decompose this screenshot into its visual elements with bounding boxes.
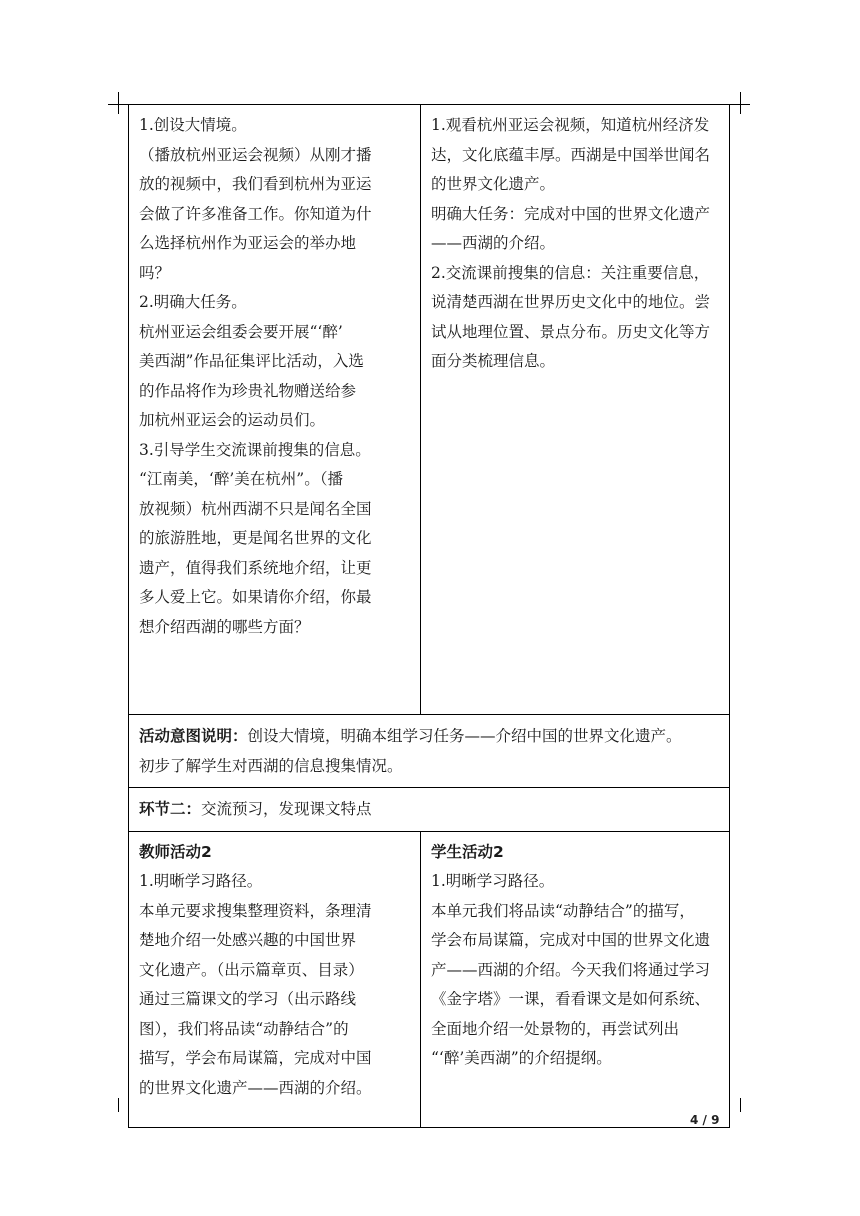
crop-mark-top-left-v [118,92,119,114]
text-line: 放的视频中，我们看到杭州为亚运 [139,175,372,193]
text-line: 描写，学会布局谋篇，完成对中国 [139,1049,372,1067]
text-line: 楚地介绍一处感兴趣的中国世界 [139,931,357,949]
text-line: 加杭州亚运会的运动员们。 [139,411,326,429]
activity-row-2 [129,831,730,1127]
text-line: 图），我们将品读“动静结合”的 [139,1019,349,1038]
text-line: 放视频）杭州西湖不只是闻名全国 [139,499,372,518]
teacher-activity-text [139,111,412,642]
crop-mark-top-left-h [108,104,128,105]
text-line: 全面地介绍一处景物的，再尝试列出 [431,1019,680,1038]
text-line: 的世界文化遗产——西湖的介绍。 [139,1078,372,1097]
text-line: 的旅游胜地，更是闻名世界的文化 [139,529,372,547]
teacher-activity-2-header: 教师活动2 [139,842,212,861]
student-activity-text [431,111,721,377]
text-line: 文化遗产。（出示篇章页、目录） [139,960,364,979]
intent-label: 活动意图说明： [139,726,248,745]
intent-text-line2: 初步了解学生对西湖的信息搜集情况。 [139,756,403,775]
text-line: 吗？ [139,263,171,282]
text-line: 杭州亚运会组委会要开展“‘醉’ [139,322,343,341]
text-line: 2.明确大任务。 [139,293,247,311]
text-line: 1.明晰学习路径。 [431,872,555,890]
text-line: 本单元我们将品读“动静结合”的描写， [431,901,695,920]
text-line: 本单元要求搜集整理资料，条理清 [139,901,372,920]
section-label: 环节二： [139,799,202,818]
text-line: 产——西湖的介绍。今天我们将通过学习 [431,960,711,979]
text-line: （播放杭州亚运会视频）从刚才播 [139,145,372,164]
teacher-activity-2-cell [129,831,421,1127]
teacher-activity-2-text [139,867,412,1103]
text-line: 么选择杭州作为亚运会的举办地 [139,234,357,252]
text-line: 达，文化底蕴丰厚。西湖是中国举世闻名 [431,145,711,164]
text-line: 明确大任务：完成对中国的世界文化遗产 [431,204,711,223]
text-line: 1.创设大情境。 [139,116,247,134]
crop-mark-bottom-right-v [740,1098,741,1112]
section-cell [129,788,730,832]
text-line: 2.交流课前搜集的信息：关注重要信息， [431,263,710,282]
intent-cell [129,715,730,788]
text-line: 《金字塔》一课，看看课文是如何系统、 [431,990,711,1008]
text-line: 3.引导学生交流课前搜集的信息。 [139,440,371,459]
lesson-plan-table [128,104,730,1128]
activity-row-1 [129,105,730,715]
text-line: 试从地理位置、景点分布。历史文化等方 [431,322,711,341]
crop-mark-top-right-v [740,92,741,114]
intent-text-line1: 创设大情境，明确本组学习任务——介绍中国的世界文化遗产。 [247,727,682,745]
text-line: 的作品将作为珍贵礼物赠送给参 [139,381,357,400]
text-line: 遗产，值得我们系统地介绍，让更 [139,558,372,577]
section-title: 交流预习，发现课文特点 [201,800,372,818]
text-line: “‘醉’美西湖”的介绍提纲。 [431,1049,612,1067]
text-line: “江南美，‘醉’美在杭州”。（播 [139,470,343,488]
text-line: ——西湖的介绍。 [431,234,556,252]
crop-mark-top-right-h [730,104,750,105]
text-line: 学会布局谋篇，完成对中国的世界文化遗 [431,931,711,949]
student-activity-cell [421,105,730,715]
page-number: 4 / 9 [690,1113,720,1127]
crop-mark-bottom-left-v [118,1098,119,1112]
section-row [129,788,730,832]
text-line: 说清楚西湖在世界历史文化中的地位。尝 [431,293,711,311]
text-line: 美西湖”作品征集评比活动，入选 [139,352,364,370]
text-line: 会做了许多准备工作。你知道为什 [139,204,372,223]
text-line: 面分类梳理信息。 [431,352,556,370]
text-line: 多人爱上它。如果请你介绍，你最 [139,588,372,606]
student-activity-2-cell [421,831,730,1127]
student-activity-2-text [431,867,721,1074]
teacher-activity-cell [129,105,421,715]
intent-row [129,715,730,788]
text-line: 想介绍西湖的哪些方面？ [139,617,310,636]
text-line: 的世界文化遗产。 [431,175,556,193]
text-line: 通过三篇课文的学习（出示路线 [139,990,357,1008]
student-activity-2-header: 学生活动2 [431,842,504,861]
text-line: 1.明晰学习路径。 [139,872,263,890]
text-line: 1.观看杭州亚运会视频，知道杭州经济发 [431,116,710,134]
